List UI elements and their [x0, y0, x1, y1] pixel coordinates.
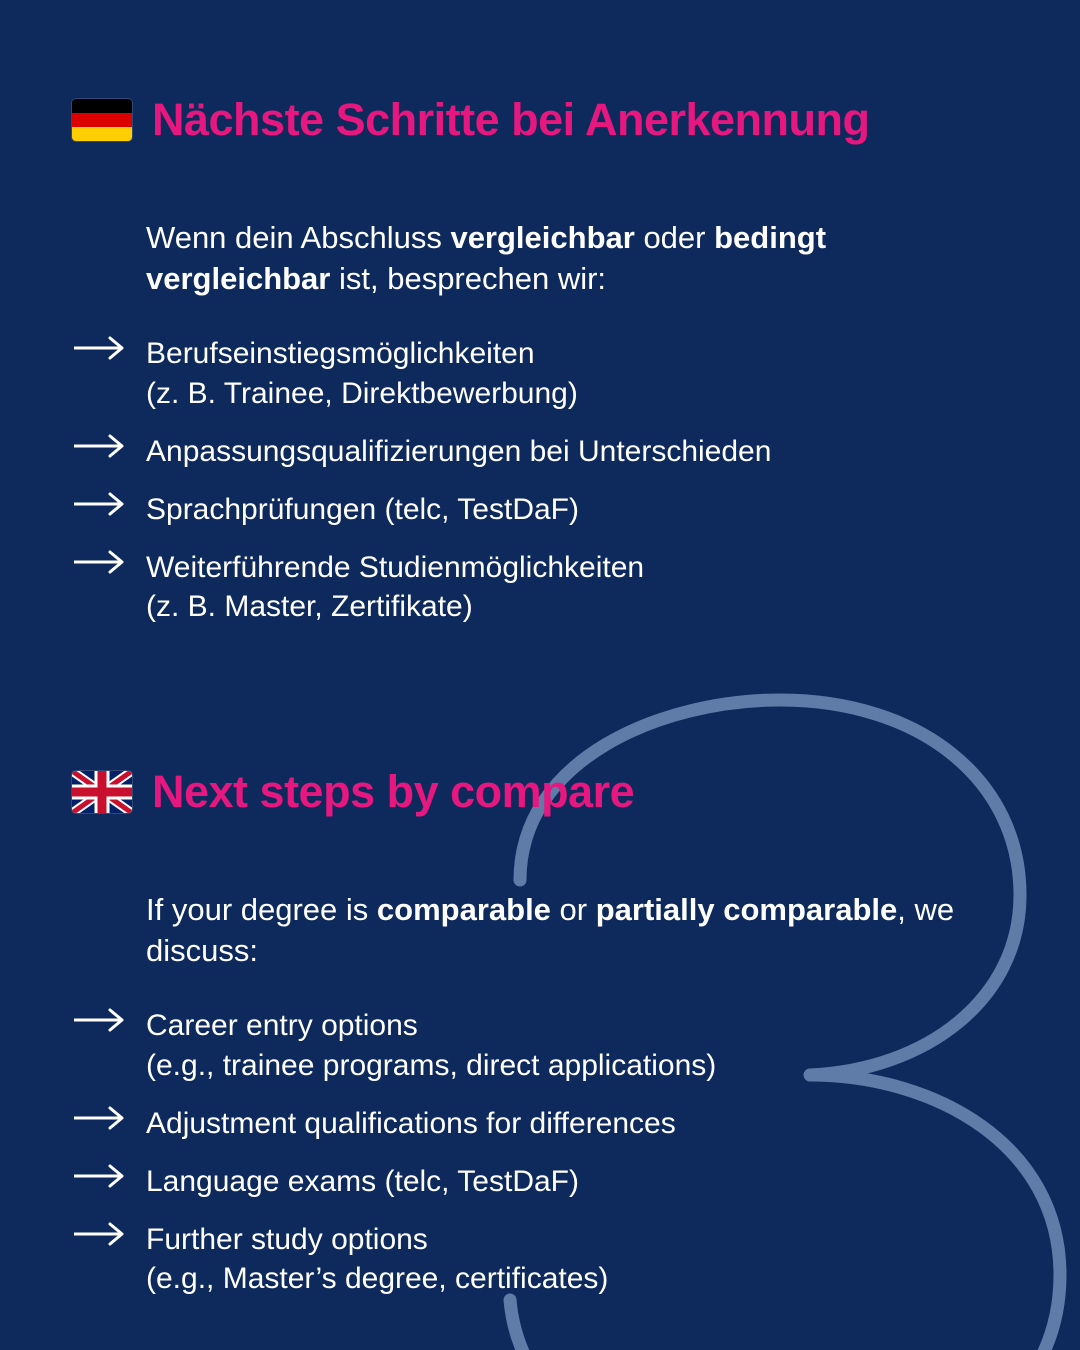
heading-row-german [0, 58, 1080, 182]
arrow-right-icon [72, 548, 146, 575]
intro-part-bold: vergleichbar [450, 220, 635, 256]
section-german [0, 58, 1080, 645]
list-item [72, 334, 1020, 414]
arrow-right-icon [72, 1220, 146, 1247]
intro-part-bold: partially comparable [595, 892, 898, 928]
intro-part: If your degree is [146, 892, 377, 928]
list-item [72, 1104, 1020, 1144]
arrow-right-icon [72, 1006, 146, 1033]
list-item-sub: (z. B. Trainee, Direktbewerbung) [146, 376, 578, 410]
list-item-sub: (z. B. Master, Zertifikate) [146, 590, 473, 624]
bullet-list-german [0, 334, 1080, 627]
list-item-text [146, 490, 579, 530]
list-item [72, 548, 1020, 628]
list-item-sub: (e.g., Master’s degree, certificates) [146, 1262, 609, 1296]
list-item-text [146, 548, 644, 628]
list-item-text [146, 1104, 676, 1144]
list-item-main: Anpassungsqualifizierungen bei Unterschieden [146, 434, 772, 468]
list-item-text [146, 432, 771, 472]
list-item-main: Sprachprüfungen (telc, TestDaF) [146, 492, 579, 526]
list-item-text [146, 1220, 608, 1300]
list-item-sub: (e.g., trainee programs, direct applications) [146, 1048, 717, 1082]
list-item-main: Berufseinstiegsmöglichkeiten [146, 337, 535, 370]
arrow-right-icon [72, 490, 146, 517]
list-item [72, 490, 1020, 530]
list-item-main: Career entry options [146, 1009, 418, 1042]
list-item [72, 1006, 1020, 1086]
list-item [72, 1162, 1020, 1202]
intro-part: oder [634, 220, 715, 256]
page-title-english: Next steps by compare [152, 766, 635, 818]
list-item-text [146, 1006, 716, 1086]
arrow-right-icon [72, 334, 146, 361]
arrow-right-icon [72, 1104, 146, 1131]
intro-text-german [0, 218, 1080, 300]
arrow-right-icon [72, 432, 146, 459]
intro-part: ist, besprechen wir: [330, 261, 607, 297]
list-item-text [146, 1162, 579, 1202]
intro-part-bold: bedingt vergleichbar [146, 220, 827, 297]
list-item-main: Adjustment qualifications for differences [146, 1106, 676, 1140]
list-item [72, 1220, 1020, 1300]
page-title-german: Nächste Schritte bei Anerkennung [152, 94, 870, 146]
flag-germany-icon [72, 99, 132, 141]
intro-part: Wenn dein Abschluss [146, 220, 451, 256]
list-item-text [146, 334, 578, 414]
list-item-main: Further study options [146, 1222, 428, 1256]
intro-part: or [550, 892, 596, 928]
intro-part-bold: comparable [376, 892, 551, 928]
heading-row-english [0, 730, 1080, 854]
bullet-list-english [0, 1006, 1080, 1299]
intro-part: , we discuss: [146, 892, 955, 969]
list-item [72, 432, 1020, 472]
list-item-main: Weiterführende Studienmöglichkeiten [146, 550, 645, 584]
section-english [0, 730, 1080, 1317]
intro-text-english [0, 890, 1080, 972]
arrow-right-icon [72, 1162, 146, 1189]
flag-united-kingdom-icon [72, 771, 132, 813]
list-item-main: Language exams (telc, TestDaF) [146, 1164, 579, 1198]
